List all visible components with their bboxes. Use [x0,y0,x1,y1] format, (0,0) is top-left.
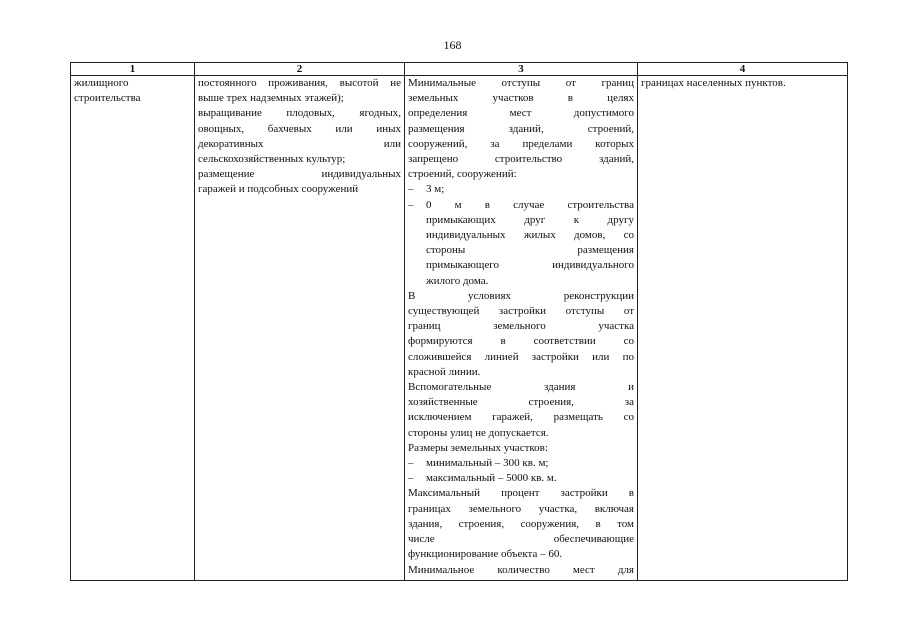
text-line: Минимальные отступы от границ [408,77,634,89]
text-line: формируются в соответствии со [408,335,634,348]
text-line: размещение индивидуальных [198,168,401,181]
cell-permitted-uses [195,76,405,581]
text-line: постоянного проживания, высотой не [198,77,401,89]
text-line: минимальный – 300 кв. м; [426,457,549,470]
dash-bullet: – [408,472,414,485]
dash-bullet: – [408,198,414,211]
text-line: здания, строения, сооружения, в том [408,517,634,530]
text-line: размещения зданий, строений, [408,122,634,135]
table-row [71,76,848,581]
text-line: строительства [74,92,141,105]
text-line: земельных участков в целях [408,92,634,105]
text-line: запрещено строительство зданий, [408,153,634,166]
text-line: В условиях реконструкции [408,289,634,302]
text-line: строений, сооружений: [408,168,517,181]
text-line: 3 м; [426,183,445,196]
text-line: максимальный – 5000 кв. м. [426,472,557,485]
text-line: сложившейся линией застройки или по [408,350,634,363]
text-line: Размеры земельных участков: [408,441,548,454]
text-line: числе обеспечивающие [408,533,634,546]
text-line: декоративных или [198,137,401,150]
cell-notes [638,76,848,581]
text-line: определения мест допустимого [408,107,634,120]
column-header-2: 2 [195,63,405,76]
text-line: гаражей и подсобных сооружений [198,183,359,196]
text-line: сельскохозяйственных культур; [198,153,346,166]
text-line: выращивание плодовых, ягодных, [198,107,401,120]
text-line: Максимальный процент застройки в [408,487,634,500]
dash-bullet: – [408,457,414,470]
list-item [408,471,634,486]
dash-bullet: – [408,183,414,196]
text-line: сооружений, за пределами которых [408,137,634,150]
cell-zone-type [71,76,195,581]
column-header-1: 1 [71,63,195,76]
column-header-3: 3 [405,63,638,76]
list-item [408,182,634,197]
text-line: стороны улиц не допускается. [408,426,549,439]
text-line: жилищного [74,77,129,89]
column-header-4: 4 [638,63,848,76]
text-line: границах населенных пунктов. [641,77,786,89]
text-line: Вспомогательные здания и [408,381,634,394]
text-line: красной линии. [408,365,481,378]
header-row [71,63,848,76]
text-line: хозяйственные строения, за [408,396,634,409]
page-number: 168 [443,38,462,52]
text-line: исключением гаражей, размещать со [408,411,634,424]
text-line: границах земельного участка, включая [408,502,634,515]
list-item [408,198,634,289]
text-line: жилого дома. [426,274,489,287]
text-line: примыкающего индивидуального [426,259,634,272]
text-line: овощных, бахчевых или иных [198,122,401,135]
text-line: примыкающих друг к другу [426,213,634,226]
text-line: выше трех надземных этажей); [198,92,344,105]
cell-parameters [405,76,638,581]
text-line: индивидуальных жилых домов, со [426,229,634,242]
list-item [408,456,634,471]
text-line: Минимальное количество мест для [408,563,634,576]
text-line: существующей застройки отступы от [408,305,634,318]
text-line: границ земельного участка [408,320,634,333]
regulations-table [70,62,848,581]
text-line: функционирование объекта – 60. [408,548,563,561]
text-line: 0 м в случае строительства [426,198,634,211]
text-line: стороны размещения [426,244,634,257]
